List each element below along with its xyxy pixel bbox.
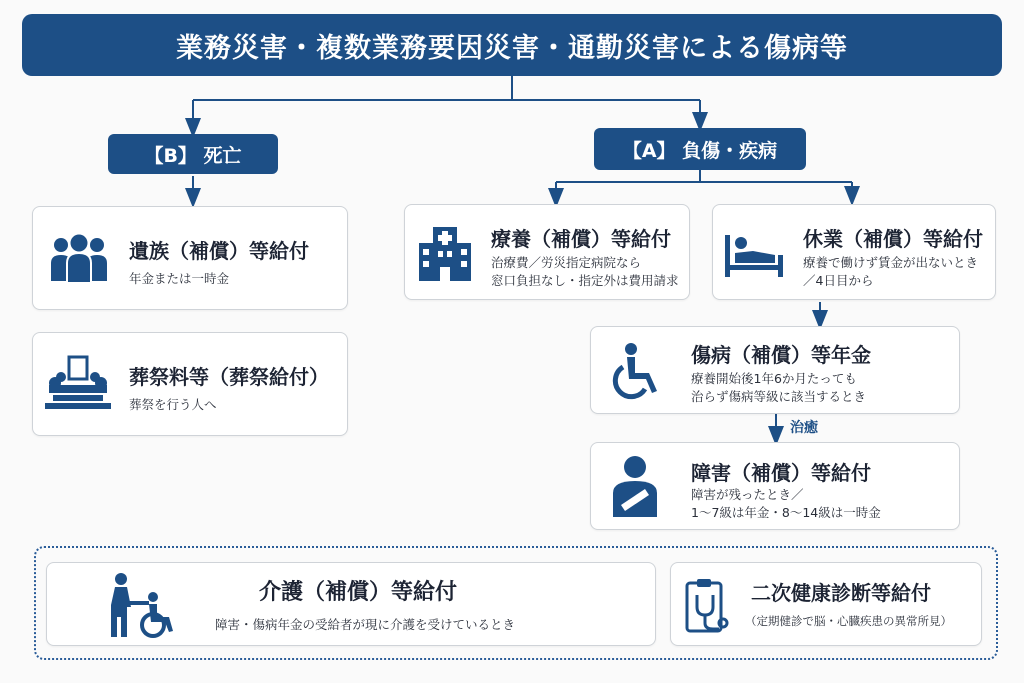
clipboard-stethoscope-icon: [685, 577, 731, 635]
funeral-sub: 葬祭を行う人へ: [129, 397, 217, 412]
hospital-icon: [417, 225, 473, 281]
injured-person-icon: [609, 455, 661, 519]
care-benefit-card: [46, 562, 656, 646]
medical-sub-1: 治療費／労災指定病院なら: [491, 255, 642, 270]
sickness-sub-1: 療養開始後1年6か月たっても: [691, 371, 857, 386]
disability-benefit-card: [590, 442, 960, 530]
funeral-altar-icon: [45, 353, 111, 413]
branch-a-injury: 【A】 負傷・疾病: [594, 128, 806, 170]
funeral-title: 葬祭料等（葬祭給付）: [129, 365, 329, 389]
leave-sub-2: ／4日目から: [803, 273, 874, 288]
page-title-banner: 業務災害・複数業務要因災害・通勤災害による傷病等: [22, 14, 1002, 76]
survivor-sub: 年金または一時金: [129, 271, 230, 286]
checkup-sub: （定期健診で脳・心臓疾患の異常所見）: [745, 614, 952, 628]
medical-benefit-card: [404, 204, 690, 300]
leave-sub-1: 療養で働けず賃金が出ないとき: [803, 255, 979, 270]
checkup-title: 二次健康診断等給付: [751, 581, 931, 605]
bed-patient-icon: [723, 229, 785, 279]
cure-label: 治癒: [790, 420, 818, 436]
caregiver-wheelchair-icon: [107, 571, 183, 639]
care-sub: 障害・傷病年金の受給者が現に介護を受けているとき: [215, 617, 516, 632]
sickness-sub-2: 治らず傷病等級に該当するとき: [691, 389, 867, 404]
family-icon: [49, 233, 109, 285]
leave-title: 休業（補償）等給付: [803, 227, 983, 251]
funeral-benefit-card: [32, 332, 348, 436]
disability-title: 障害（補償）等給付: [691, 461, 871, 485]
leave-benefit-card: [712, 204, 996, 300]
disability-sub-2: 1～7級は年金・8～14級は一時金: [691, 505, 881, 520]
survivor-benefit-card: [32, 206, 348, 310]
medical-sub-2: 窓口負担なし・指定外は費用請求: [491, 273, 679, 288]
wheelchair-icon: [609, 341, 665, 401]
branch-b-death: 【B】 死亡: [108, 134, 278, 174]
care-title: 介護（補償）等給付: [259, 580, 458, 605]
sickness-pension-card: [590, 326, 960, 414]
medical-title: 療養（補償）等給付: [491, 227, 671, 251]
checkup-benefit-card: [670, 562, 982, 646]
disability-sub-1: 障害が残ったとき／: [691, 487, 804, 502]
survivor-title: 遺族（補償）等給付: [129, 239, 309, 263]
sickness-title: 傷病（補償）等年金: [691, 343, 871, 367]
